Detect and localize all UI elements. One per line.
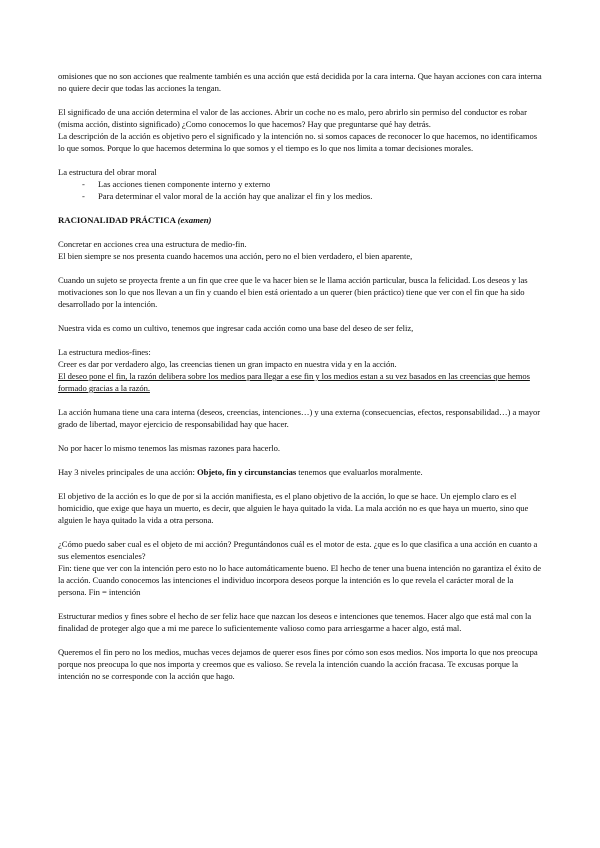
heading-main: RACIONALIDAD PRÁCTICA: [58, 215, 176, 225]
section-heading: [58, 214, 542, 226]
paragraph-objetivo: El objetivo de la acción es lo que de por si la acción manifiesta, es el plano objetivo de la acción, lo que se hace. Un ejemplo claro es el homicidio, que exige que haya un muerto, es decir, que alguien le haya quitado la vida. La mala acción no es que haya un muerto, sino que alguien le haya quitado la vida a otra persona.: [58, 491, 529, 525]
paragraph-estructurar: Estructurar medios y fines sobre el hecho de ser feliz hace que nazcan los deseos e intenciones que tenemos. Hacer algo que está mal con la finalidad de proteger algo que a mi me parece lo suficientemente valioso como para arriesgarme a hacer algo, está mal.: [58, 611, 532, 633]
structure-list: [58, 178, 542, 202]
structure-title: La estructura del obrar moral: [58, 167, 157, 177]
paragraph-accion-humana: La acción humana tiene una cara interna (deseos, creencias, intenciones…) y una externa (consecuencias, efectos, responsabilidad…) a mayor grado de libertad, mayor ejercicio de responsabilidad hay que hacer.: [58, 407, 541, 429]
list-item: - Para determinar el valor moral de la acción hay que analizar el fin y los medios.: [98, 190, 542, 202]
list-item: - Las acciones tienen componente interno y externo: [98, 178, 542, 190]
paragraph-omisiones: omisiones que no son acciones que realmente también es una acción que está decidida por la cara interna. Que hayan acciones con cara interna no quiere decir que todas las acciones la tengan.: [58, 71, 542, 93]
paragraph-deseo-fin: El deseo pone el fin, la razón delibera sobre los medios para llegar a ese fin y los medios estan a su vez basados en las creencias que hemos formado gracias a la razón.: [58, 371, 530, 393]
paragraph-cultivo: Nuestra vida es como un cultivo, tenemos que ingresar cada acción como una base del deseo de ser feliz,: [58, 323, 414, 333]
paragraph-queremos-fin: Queremos el fin pero no los medios, muchas veces dejamos de querer esos fines por cómo son esos medios. Nos importa lo que nos preocupa porque nos preocupa lo que nos importa y creemos que es valioso. Se revela la intención cuando la acción fracasa. Te excusas porque la intención no se corresponde con la acción que hago.: [58, 647, 538, 681]
niveles-post: tenemos que evaluarlos moralmente.: [296, 467, 423, 477]
paragraph-significado: El significado de una acción determina el valor de las acciones. Abrir un coche no es malo, pero abrirlo sin permiso del conductor es robar (misma acción, distinto significado) ¿Como conocemos lo que hacemos? Hay que preguntarse qué hay detrás.: [58, 107, 527, 129]
paragraph-estructura-medios: La estructura medios-fines:: [58, 347, 151, 357]
paragraph-creer: Creer es dar por verdadero algo, las creencias tienen un gran impacto en nuestra vida y en la acción.: [58, 359, 397, 369]
paragraph-objeto-pregunta: ¿Cómo puedo saber cual es el objeto de mi acción? Preguntándonos cuál es el motor de esta. ¿que es lo que clasifica a una acción en cuanto a sus elementos esenciales?: [58, 539, 538, 561]
paragraph-fin-intencion: Fin: tiene que ver con la intención pero esto no lo hace automáticamente bueno. El hecho de tener una buena intención no garantiza el éxito de la acción. Cuando conocemos las intenciones el individuo incorpora deseos porque la intención es lo que revela el carácter moral de la persona. Fin = intención: [58, 563, 542, 597]
paragraph-sujeto-fin: Cuando un sujeto se proyecta frente a un fin que cree que le va hacer bien se le llama acción particular, busca la felicidad. Los deseos y las motivaciones son lo que nos llevan a un fin y cuando el bien está orientado a un querer (bien práctico) tiene que ver con el fin que ha sido desarrollado por la intención.: [58, 275, 528, 309]
paragraph-niveles: [58, 466, 542, 478]
paragraph-descripcion: La descripción de la acción es objetivo pero el significado y la intención no. si somos capaces de reconocer lo que hacemos, no identificamos lo que somos. Porque lo que hacemos determina lo que somos y el tiempo es lo que nos limita a tomar decisiones morales.: [58, 131, 538, 153]
paragraph-mismas-razones: No por hacer lo mismo tenemos las mismas razones para hacerlo.: [58, 443, 280, 453]
niveles-bold: Objeto, fin y circunstancias: [196, 467, 297, 477]
heading-sub: (examen): [177, 215, 212, 225]
paragraph-bien-aparente: El bien siempre se nos presenta cuando hacemos una acción, pero no el bien verdadero, el bien aparente,: [58, 251, 413, 261]
paragraph-medio-fin: Concretar en acciones crea una estructura de medio-fin.: [58, 239, 247, 249]
niveles-pre: Hay 3 niveles principales de una acción:: [58, 467, 197, 477]
